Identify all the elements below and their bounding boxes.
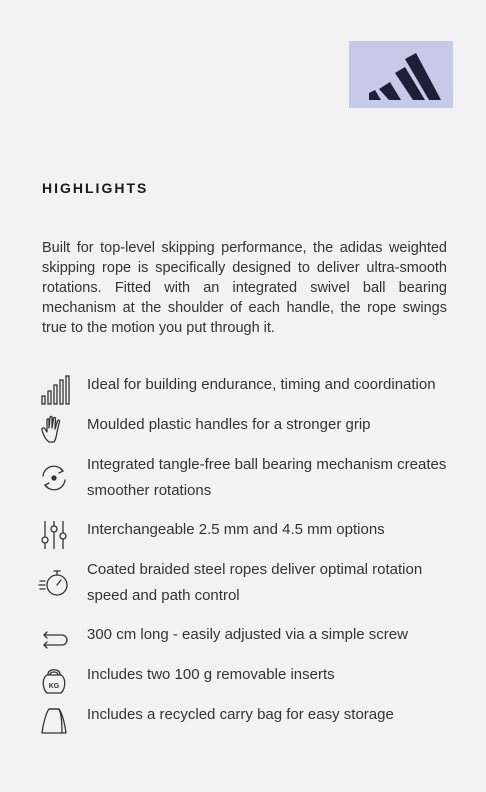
kettlebell-icon — [36, 662, 72, 698]
feature-item — [36, 702, 456, 738]
feature-item — [36, 372, 456, 408]
feature-text: Interchangeable 2.5 mm and 4.5 mm options — [87, 521, 385, 538]
feature-item — [36, 517, 456, 553]
kettlebell-label: KG — [48, 683, 60, 690]
bar-chart-icon — [36, 372, 72, 408]
feature-item — [36, 622, 456, 658]
rope-length-icon — [36, 622, 72, 658]
rotation-icon — [36, 460, 72, 496]
intro-paragraph: Built for top-level skipping performance, the adidas weighted skipping rope is specifically designed to deliver ultra-smooth rotations. Fitted with an integrated swivel ball bearing mechanism at the shoulder of each handle, the rope swings true to the motion you put through it. — [42, 240, 447, 336]
feature-item — [36, 557, 456, 609]
feature-text: Includes a recycled carry bag for easy storage — [87, 706, 394, 723]
adidas-three-bars-logo-icon — [349, 41, 453, 108]
feature-item — [36, 662, 456, 698]
feature-item — [36, 452, 456, 504]
adidas-logo — [349, 41, 453, 108]
section-heading: HIGHLIGHTS — [42, 180, 149, 196]
carry-bag-icon — [36, 702, 72, 738]
sliders-icon — [36, 517, 72, 553]
feature-text: 300 cm long - easily adjusted via a simple screw — [87, 626, 408, 643]
stopwatch-icon — [36, 565, 72, 601]
hand-icon — [36, 412, 72, 448]
feature-text: Moulded plastic handles for a stronger grip — [87, 416, 371, 433]
feature-item — [36, 412, 456, 448]
feature-text: Integrated tangle-free ball bearing mechanism creates smoother rotations — [87, 456, 447, 499]
feature-text: Includes two 100 g removable inserts — [87, 666, 335, 683]
feature-text: Coated braided steel ropes deliver optimal rotation speed and path control — [87, 561, 423, 604]
feature-text: Ideal for building endurance, timing and coordination — [87, 376, 436, 393]
